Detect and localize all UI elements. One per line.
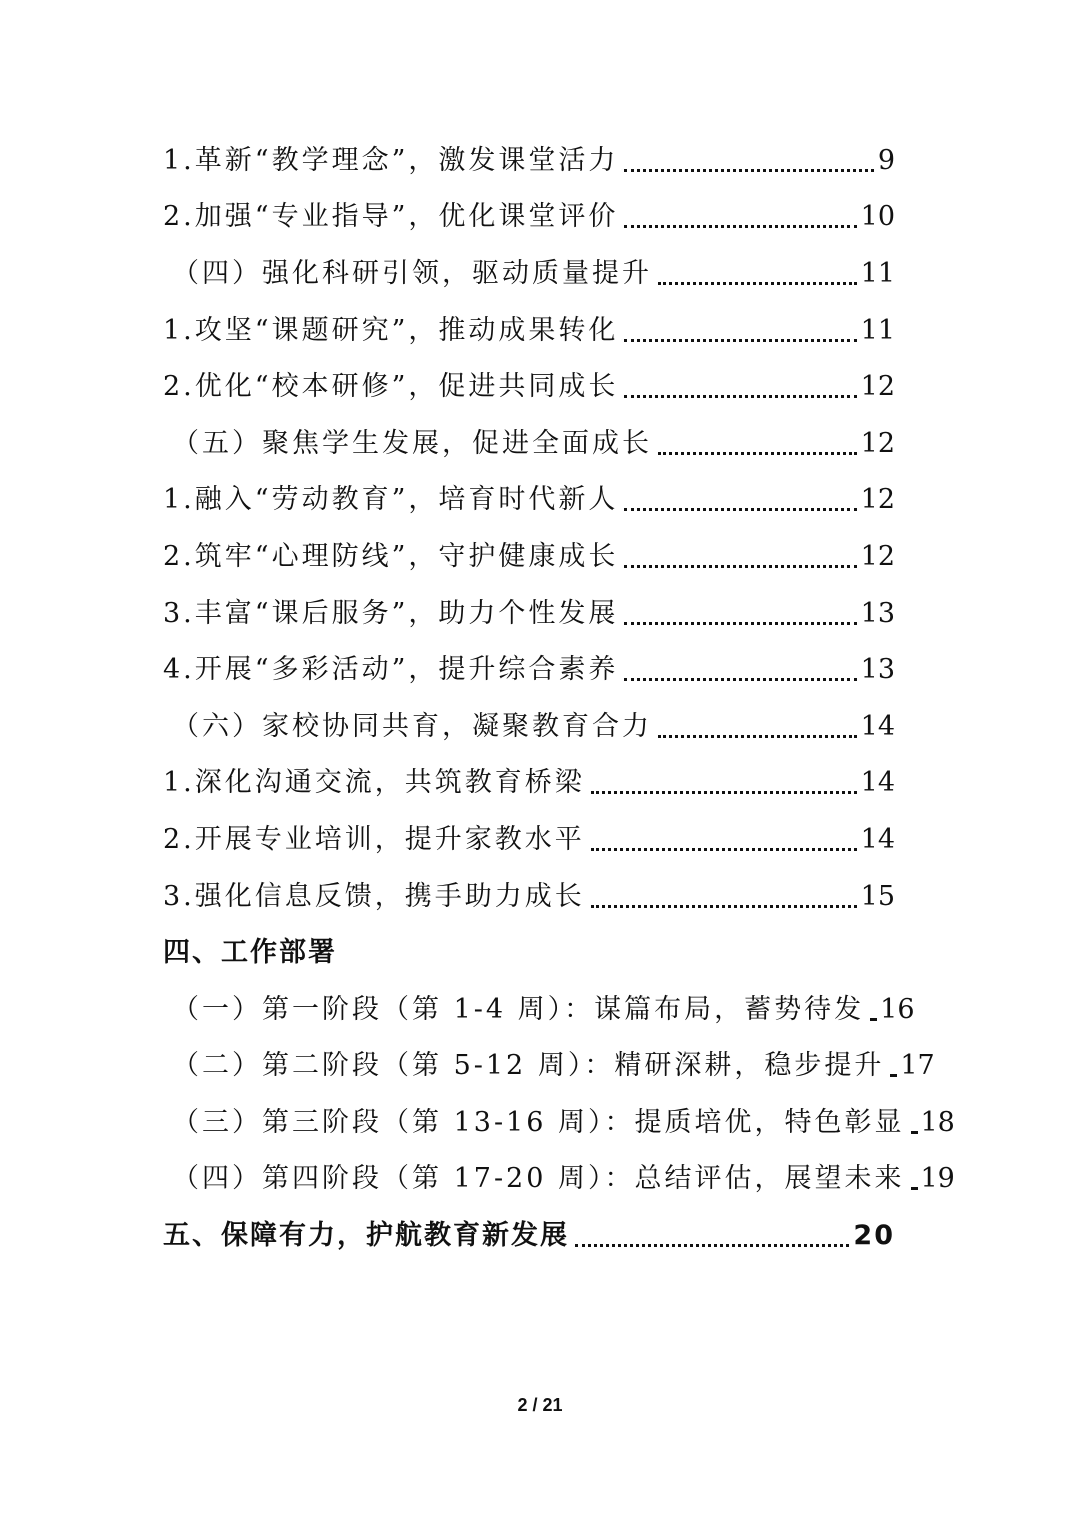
toc-entry-label: 3.丰富“课后服务”，助力个性发展 [163, 597, 619, 629]
toc-entry-label: （一）第一阶段（第 1-4 周）：谋篇布局，蓄势待发 [172, 993, 865, 1025]
dot-leader [624, 508, 856, 511]
toc-entry-page: 13 [860, 597, 895, 629]
dot-leader [658, 282, 857, 285]
page-number: 2 / 21 [517, 1395, 563, 1415]
toc-entry-label: 1.革新“教学理念”，激发课堂活力 [163, 144, 619, 176]
toc-entry-page: 12 [860, 371, 895, 403]
toc-entry-page: 18 [920, 1106, 955, 1138]
dot-leader [911, 1131, 917, 1134]
toc-entry-label: 1.攻坚“课题研究”，推动成果转化 [163, 314, 619, 346]
toc-entry[interactable] [0, 528, 1080, 585]
toc-entry-label: 2.优化“校本研修”，促进共同成长 [163, 371, 619, 403]
toc-entry[interactable] [0, 358, 1080, 415]
toc-entry-label: （四）第四阶段（第 17-20 周）：总结评估，展望未来 [172, 1163, 905, 1195]
toc-entry[interactable] [0, 641, 1080, 698]
dot-leader [911, 1187, 917, 1190]
toc-entry[interactable] [0, 189, 1080, 246]
dot-leader [890, 1074, 896, 1077]
toc-entry-page: 10 [860, 201, 895, 233]
toc-section-heading[interactable] [0, 924, 1080, 981]
toc-entry-label: （六）家校协同共育，凝聚教育合力 [172, 710, 652, 742]
toc-entry-page: 16 [880, 993, 915, 1025]
toc-entry-page: 9 [877, 144, 895, 176]
toc-entry-label: 3.强化信息反馈，携手助力成长 [163, 880, 585, 912]
toc-entry-label: 五、保障有力，护航教育新发展 [163, 1220, 569, 1252]
dot-leader [870, 1018, 876, 1021]
dot-leader [624, 565, 856, 568]
toc-entry-page: 14 [860, 710, 895, 742]
toc-entry-page: 13 [860, 654, 895, 686]
toc-entry[interactable] [0, 472, 1080, 529]
toc-entry[interactable] [0, 698, 1080, 755]
toc-entry[interactable] [0, 1038, 1080, 1095]
dot-leader [591, 791, 857, 794]
toc-entry-page: 20 [853, 1220, 895, 1252]
toc-entry[interactable] [0, 1094, 1080, 1151]
toc-entry[interactable] [0, 245, 1080, 302]
toc-entry-page: 12 [860, 484, 895, 516]
dot-leader [575, 1244, 849, 1247]
toc-entry-page: 11 [860, 314, 895, 346]
dot-leader [658, 452, 857, 455]
toc-entry-label: 2.开展专业培训，提升家教水平 [163, 823, 585, 855]
toc-entry-page: 19 [920, 1163, 955, 1195]
toc-entry-page: 15 [860, 880, 895, 912]
toc-entry-label: 1.融入“劳动教育”，培育时代新人 [163, 484, 619, 516]
toc-entry[interactable] [0, 868, 1080, 925]
dot-leader [624, 339, 856, 342]
toc-entry[interactable] [0, 981, 1080, 1038]
toc-entry-page: 12 [860, 540, 895, 572]
toc-entry[interactable] [0, 302, 1080, 359]
toc-entry-page: 11 [860, 257, 895, 289]
dot-leader [658, 735, 857, 738]
toc-entry-label: （二）第二阶段（第 5-12 周）：精研深耕，稳步提升 [172, 1050, 885, 1082]
toc-entry-page: 12 [860, 427, 895, 459]
toc-entry[interactable] [0, 415, 1080, 472]
toc-entry[interactable] [0, 811, 1080, 868]
toc-entry-label: 1.深化沟通交流，共筑教育桥梁 [163, 767, 585, 799]
dot-leader [624, 225, 856, 228]
toc-entry[interactable] [0, 1207, 1080, 1264]
toc-entry-label: 2.筑牢“心理防线”，守护健康成长 [163, 540, 619, 572]
toc-entry-page: 14 [860, 767, 895, 799]
toc-entry[interactable] [0, 755, 1080, 812]
dot-leader [624, 395, 856, 398]
dot-leader [624, 169, 873, 172]
toc-entry[interactable] [0, 132, 1080, 189]
toc-entry-label: （四）强化科研引领，驱动质量提升 [172, 257, 652, 289]
dot-leader [624, 678, 856, 681]
toc-entry-page: 17 [900, 1050, 935, 1082]
dot-leader [624, 622, 856, 625]
toc-entry[interactable] [0, 585, 1080, 642]
toc-entry-label: 四、工作部署 [163, 937, 337, 969]
toc-entry-label: （三）第三阶段（第 13-16 周）：提质培优，特色彰显 [172, 1106, 905, 1138]
toc-entry-label: 4.开展“多彩活动”，提升综合素养 [163, 654, 619, 686]
toc-entry-label: 2.加强“专业指导”，优化课堂评价 [163, 201, 619, 233]
toc-entry-page: 14 [860, 823, 895, 855]
toc-entry-label: （五）聚焦学生发展，促进全面成长 [172, 427, 652, 459]
toc-entry[interactable] [0, 1151, 1080, 1208]
dot-leader [591, 848, 857, 851]
dot-leader [591, 905, 857, 908]
table-of-contents [0, 132, 1080, 1264]
